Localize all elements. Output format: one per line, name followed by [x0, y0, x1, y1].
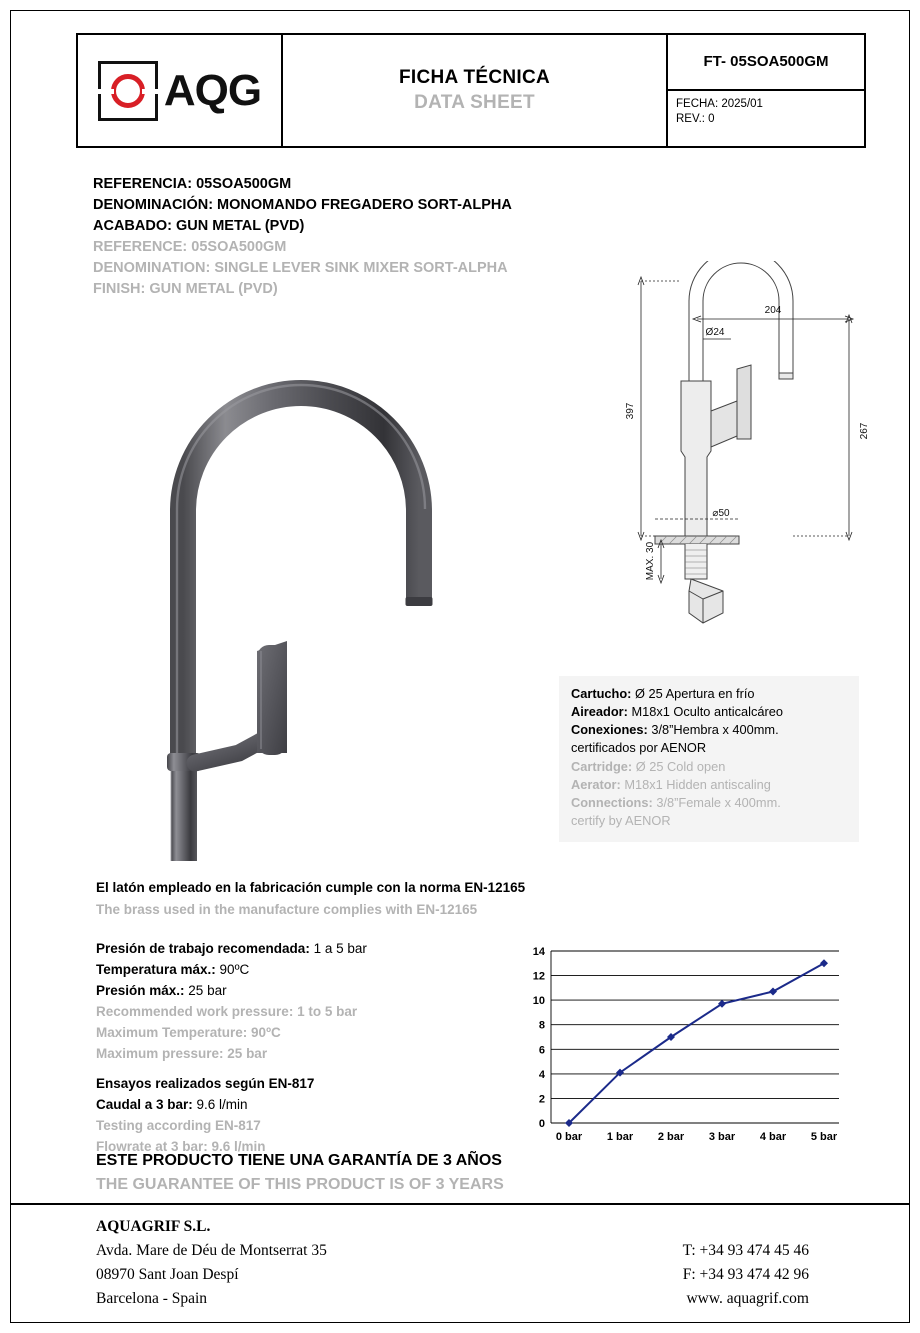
series-line [569, 963, 824, 1123]
spec-connections-en [571, 794, 847, 812]
y-tick-6: 6 [538, 1044, 545, 1057]
red-ring-icon [111, 74, 145, 108]
footer-website[interactable]: www. aquagrif.com [686, 1290, 809, 1308]
pressure-temp-es-label: Temperatura máx.: [96, 961, 216, 977]
spec-cartridge-es [571, 685, 847, 703]
reference-es: REFERENCIA: 05SOA500GM [93, 176, 292, 192]
finish-en: FINISH: GUN METAL (PVD) [93, 281, 278, 298]
flowrate-chart [509, 941, 859, 1156]
x-tick-0bar: 0 bar [555, 1131, 583, 1143]
tests-flow-en-label: Flowrate at 3 bar: [96, 1138, 208, 1154]
flowrate-line-chart [509, 941, 859, 1156]
spec-cartridge-en [571, 758, 847, 776]
spec-aerator-en-value: M18x1 Hidden antiscaling [620, 776, 771, 792]
spec-aerator-es [571, 703, 847, 721]
footer-company: AQUAGRIF S.L. [96, 1218, 211, 1235]
spec-connections-es [571, 721, 847, 739]
spec-connections-en-value: 3/8”Female x 400mm. [652, 794, 781, 810]
specifications-box [559, 676, 859, 842]
tests-standard-en-label: Testing according EN-817 [96, 1117, 261, 1133]
product-photo [111, 301, 531, 861]
spec-connections-es-label: Conexiones: [571, 722, 648, 738]
spec-cartridge-es-label: Cartucho: [571, 686, 632, 701]
data-sheet-page [10, 10, 910, 1323]
spec-aerator-es-label: Aireador: [571, 704, 628, 720]
document-meta [668, 91, 864, 147]
tests-block [96, 1074, 496, 1158]
pressure-max-en [96, 1044, 496, 1065]
tests-flow-en-value: 9.6 l/min [207, 1138, 266, 1154]
pressure-work-en [96, 1002, 496, 1023]
pressure-work-en-value: 1 to 5 bar [293, 1003, 358, 1019]
document-footer [11, 1203, 909, 1322]
document-date: FECHA: 2025/01 [676, 97, 763, 110]
aqg-square-circle-icon [98, 61, 158, 121]
y-tick-12: 12 [532, 970, 545, 983]
pressure-temp-en-label: Maximum Temperature: [96, 1024, 248, 1040]
pressure-work-en-label: Recommended work pressure: [96, 1003, 294, 1019]
dim-height-right: 267 [859, 422, 870, 440]
denomination-es: DENOMINACIÓN: MONOMANDO FREGADERO SORT-ALPHA [93, 197, 512, 214]
tests-flow-es-label: Caudal a 3 bar: [96, 1096, 193, 1112]
y-tick-8: 8 [538, 1019, 545, 1032]
spec-aerator-en-label: Aerator: [571, 776, 621, 792]
pressure-max-en-label: Maximum pressure: [96, 1045, 224, 1061]
tests-standard-en [96, 1116, 496, 1137]
document-code: FT- 05SOA500GM [668, 35, 864, 91]
pressure-temp-es-value: 90ºC [215, 961, 250, 977]
document-code-cell [668, 35, 864, 146]
footer-address-line-2: 08970 Sant Joan Despí [96, 1266, 239, 1284]
footer-address-line-3: Barcelona - Spain [96, 1290, 208, 1308]
technical-drawing [611, 261, 881, 661]
norm-es: El latón empleado en la fabricación cumple con la norma EN-12165 [96, 880, 526, 895]
dim-spout-diameter: Ø24 [705, 327, 725, 338]
spec-connections-en-cont: certify by AENOR [571, 813, 671, 829]
guarantee-en: THE GUARANTEE OF THIS PRODUCT IS OF 3 YEARS [96, 1176, 504, 1193]
dim-max-thickness: MAX. 30 [645, 541, 656, 581]
document-revision: REV.: 0 [676, 113, 715, 126]
pressure-block [96, 939, 496, 1065]
pressure-temp-en-value: 90ºC [247, 1024, 281, 1040]
tests-standard-es-label: Ensayos realizados según EN-817 [96, 1076, 315, 1091]
document-title-en: DATA SHEET [414, 92, 535, 113]
y-tick-14: 14 [532, 946, 545, 958]
tests-flow-es-value: 9.6 l/min [192, 1096, 248, 1112]
document-header [76, 33, 866, 148]
y-tick-2: 2 [538, 1093, 545, 1106]
x-tick-4bar: 4 bar [759, 1131, 787, 1143]
pressure-work-es-label: Presión de trabajo recomendada: [96, 941, 310, 956]
spec-cartridge-en-value: Ø 25 Cold open [632, 758, 726, 774]
x-tick-1bar: 1 bar [606, 1131, 634, 1143]
spec-connections-es-cont: certificados por AENOR [571, 740, 707, 756]
pressure-work-es [96, 939, 496, 960]
spec-connections-en-label: Connections: [571, 794, 653, 810]
spec-cartridge-en-label: Cartridge: [571, 758, 633, 774]
y-tick-4: 4 [538, 1068, 545, 1081]
faucet-illustration [111, 301, 531, 861]
footer-telephone: T: +34 93 474 45 46 [682, 1242, 809, 1259]
spec-aerator-en [571, 776, 847, 794]
footer-fax: F: +34 93 474 42 96 [682, 1266, 809, 1284]
guarantee-block [96, 1149, 796, 1197]
document-title-es: FICHA TÉCNICA [399, 67, 550, 88]
guarantee-es: ESTE PRODUCTO TIENE UNA GARANTÍA DE 3 AÑOS [96, 1152, 502, 1169]
reference-en: REFERENCE: 05SOA500GM [93, 239, 287, 256]
pressure-max-es-label: Presión máx.: [96, 982, 185, 998]
x-tick-3bar: 3 bar [708, 1131, 736, 1143]
dimension-drawing [611, 261, 881, 661]
x-tick-5bar: 5 bar [810, 1131, 838, 1143]
pressure-max-es-value: 25 bar [184, 982, 227, 998]
norm-en: The brass used in the manufacture complies with EN-12165 [96, 901, 478, 917]
spec-connections-es-value: 3/8”Hembra x 400mm. [647, 722, 779, 738]
reference-block [93, 174, 613, 300]
dim-spout-reach: 204 [764, 305, 782, 316]
tests-standard-es [96, 1074, 496, 1095]
footer-contact [683, 1239, 809, 1311]
norm-block [96, 877, 656, 920]
pressure-temp-en [96, 1023, 496, 1044]
x-tick-2bar: 2 bar [657, 1131, 685, 1143]
logo [98, 61, 261, 121]
pressure-max-en-value: 25 bar [223, 1045, 268, 1061]
finish-es: ACABADO: GUN METAL (PVD) [93, 218, 305, 235]
y-tick-10: 10 [532, 995, 545, 1008]
footer-address [96, 1215, 327, 1311]
document-title-cell [283, 35, 668, 146]
pressure-max-es [96, 981, 496, 1002]
tests-flow-es [96, 1095, 496, 1116]
denomination-en: DENOMINATION: SINGLE LEVER SINK MIXER SORT-ALPHA [93, 260, 508, 277]
spec-aerator-es-value: M18x1 Oculto anticalcáreo [627, 704, 783, 720]
pressure-work-es-value: 1 a 5 bar [309, 941, 367, 956]
spec-cartridge-es-value: Ø 25 Apertura en frío [631, 686, 755, 701]
pressure-temp-es [96, 960, 496, 981]
dim-base-diameter: ⌀50 [712, 508, 730, 519]
y-tick-0: 0 [538, 1118, 545, 1130]
series-markers [565, 959, 828, 1127]
footer-address-line-1: Avda. Mare de Déu de Montserrat 35 [96, 1242, 327, 1260]
logo-text: AQG [163, 65, 262, 115]
dim-total-height: 397 [625, 402, 636, 420]
brand-logo-cell [78, 35, 283, 146]
